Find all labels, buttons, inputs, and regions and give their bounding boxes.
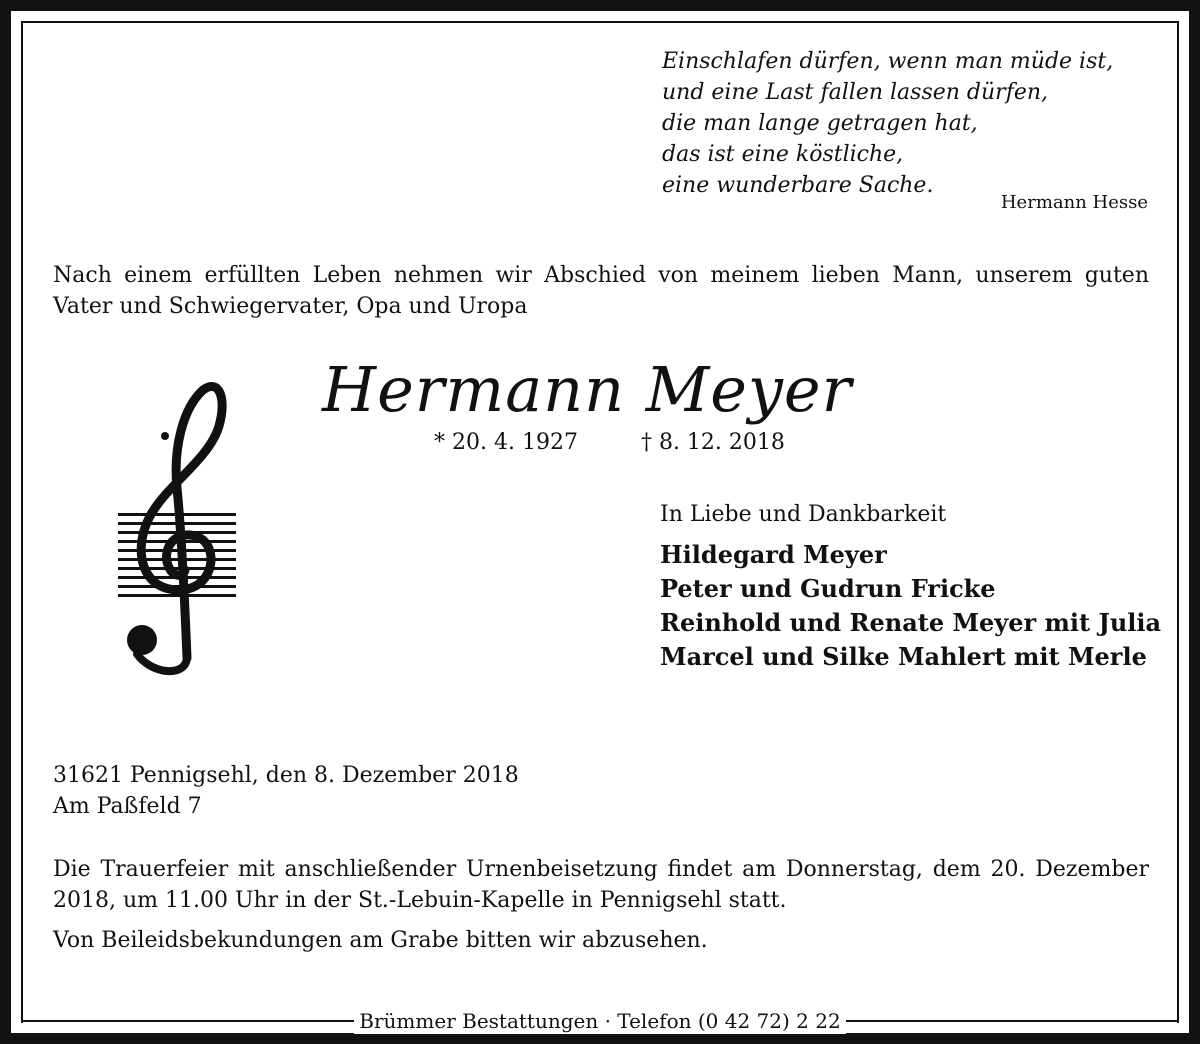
birth-date: * 20. 4. 1927 bbox=[434, 430, 578, 455]
mourner-name: Hildegard Meyer bbox=[660, 540, 887, 569]
poem-line: das ist eine köstliche, bbox=[662, 142, 904, 167]
footer-rule-right bbox=[846, 1020, 1179, 1022]
poem-line: Einschlafen dürfen, wenn man müde ist, bbox=[662, 49, 1114, 74]
ceremony-info: Die Trauerfeier mit anschließender Urnenbeisetzung findet am Donnerstag, dem 20. Dezember 2018, um 11.00 Uhr in der St.-Lebuin-Kapelle in Pennigsehl statt. bbox=[53, 857, 1149, 913]
poem-quote bbox=[662, 46, 1152, 201]
mourner-name: Peter und Gudrun Fricke bbox=[660, 574, 996, 603]
poem-line: eine wunderbare Sache. bbox=[662, 173, 934, 198]
poem-line: und eine Last fallen lassen dürfen, bbox=[662, 80, 1049, 105]
poem-line: die man lange getragen hat, bbox=[662, 111, 978, 136]
street-address: Am Paßfeld 7 bbox=[53, 794, 202, 819]
condolence-note: Von Beileidsbekundungen am Grabe bitten wir abzusehen. bbox=[53, 928, 708, 953]
intro-text: Nach einem erfüllten Leben nehmen wir Abschied von meinem lieben Mann, unserem guten Vater und Schwiegervater, Opa und Uropa bbox=[53, 263, 1149, 319]
place-address bbox=[53, 760, 519, 822]
treble-clef-icon bbox=[115, 378, 240, 678]
mourners-list bbox=[660, 538, 1161, 674]
footer-rule-left bbox=[21, 1020, 354, 1022]
poem-author: Hermann Hesse bbox=[1000, 192, 1148, 213]
death-date: † 8. 12. 2018 bbox=[640, 430, 785, 455]
deceased-name: Hermann Meyer bbox=[322, 353, 853, 426]
place-date: 31621 Pennigsehl, den 8. Dezember 2018 bbox=[53, 763, 519, 788]
mourner-name: Reinhold und Renate Meyer mit Julia bbox=[660, 608, 1162, 637]
life-dates bbox=[434, 430, 785, 455]
funeral-home-footer: Brümmer Bestattungen · Telefon (0 42 72) 2 22 bbox=[354, 1008, 846, 1034]
mourner-name: Marcel und Silke Mahlert mit Merle bbox=[660, 642, 1147, 671]
mourners-intro: In Liebe und Dankbarkeit bbox=[660, 502, 947, 527]
